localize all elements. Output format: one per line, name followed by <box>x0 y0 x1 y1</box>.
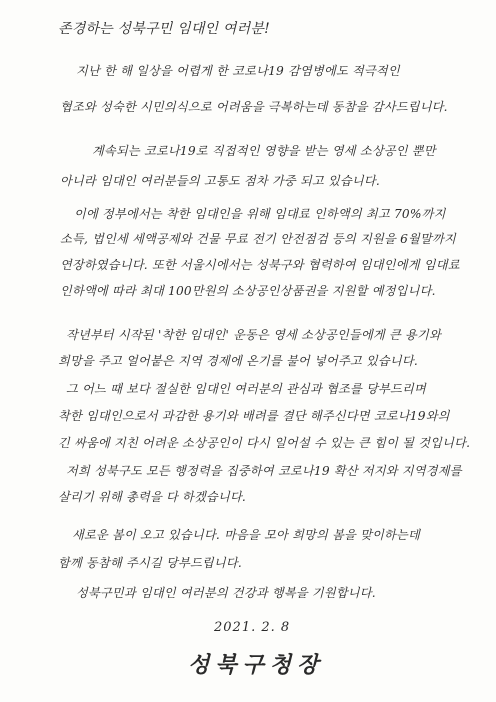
letter-line: 소득, 법인세 세액공제와 건물 무료 전기 안전점검 등의 지원을 6월말까지 <box>60 232 456 246</box>
letter-line: 성북구민과 임대인 여러분의 건강과 행복을 기원합니다. <box>76 586 376 600</box>
letter-line: 긴 싸움에 지친 어려운 소상공인이 다시 일어설 수 있는 큰 힘이 될 것입니다. <box>58 436 471 450</box>
letter-line: 이에 정부에서는 착한 임대인을 위해 임대료 인하액의 최고 70%까지 <box>74 207 446 221</box>
letter-line: 아니라 임대인 여러분들의 고통도 점차 가중 되고 있습니다. <box>60 174 380 188</box>
letter-line: 인하액에 따라 최대 100만원의 소상공인상품권을 지원할 예정입니다. <box>60 284 436 298</box>
letter-line: 연장하였습니다. 또한 서울시에서는 성북구와 협력하여 임대인에게 임대료 <box>60 258 460 272</box>
letter-line: 착한 임대인으로서 과감한 용기와 배려를 결단 해주신다면 코로나19와의 <box>58 409 450 423</box>
letter-line: 지난 한 해 일상을 어렵게 한 코로나19 감염병에도 적극적인 <box>76 64 400 78</box>
letter-signature: 성북구청장 <box>188 652 325 678</box>
letter-line: 작년부터 시작된 '착한 임대인' 운동은 영세 소상공인들에게 큰 용기와 <box>66 328 441 342</box>
letter-date: 2021. 2. 8 <box>214 620 291 635</box>
letter-greeting: 존경하는 성북구민 임대인 여러분! <box>58 21 270 37</box>
letter-line: 협조와 성숙한 시민의식으로 어려움을 극복하는데 동참을 감사드립니다. <box>60 100 448 114</box>
letter-line: 저희 성북구도 모든 행정력을 집중하여 코로나19 확산 저지와 지역경제를 <box>66 464 462 478</box>
letter-line: 함께 동참해 주시길 당부드립니다. <box>58 556 242 570</box>
letter-line: 계속되는 코로나19로 직접적인 영향을 받는 영세 소상공인 뿐만 <box>92 144 436 158</box>
letter-line: 새로운 봄이 오고 있습니다. 마음을 모아 희망의 봄을 맞이하는데 <box>72 528 420 542</box>
letter-line: 희망을 주고 얼어붙은 지역 경제에 온기를 불어 넣어주고 있습니다. <box>58 354 418 368</box>
letter-line: 그 어느 때 보다 절실한 임대인 여러분의 관심과 협조를 당부드리며 <box>66 382 426 396</box>
letter-line: 살리기 위해 총력을 다 하겠습니다. <box>58 490 246 504</box>
